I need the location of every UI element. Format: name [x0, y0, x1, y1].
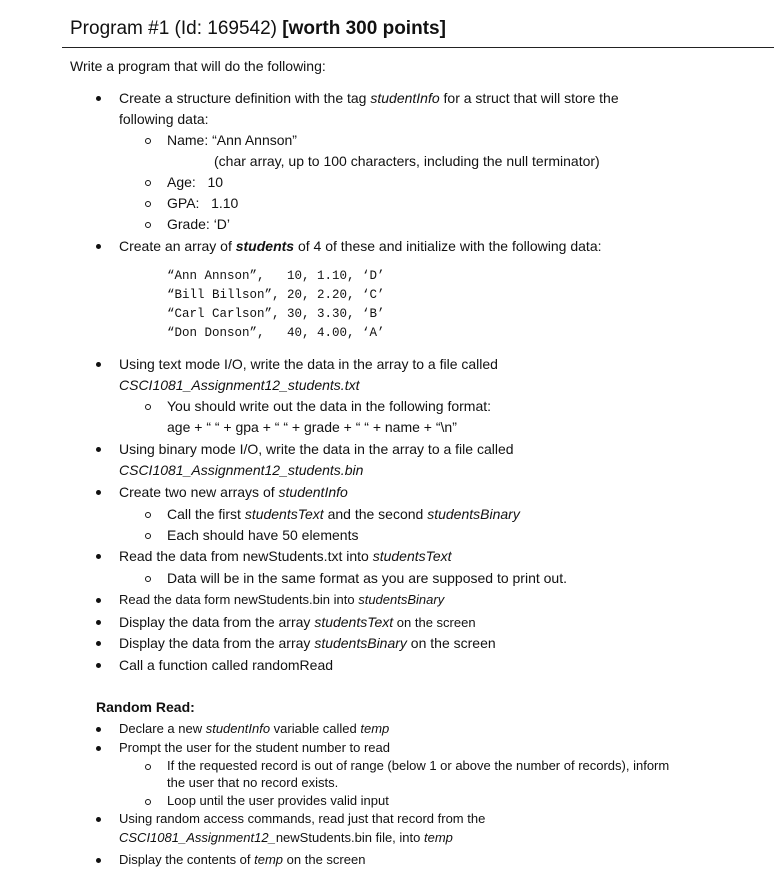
page-title: Program #1 (Id: 169542) [worth 300 points]	[70, 18, 446, 39]
bullet-display-binary: Display the data from the array studentsBinary on the screen	[119, 635, 496, 651]
code-line: “Bill Billson”, 20, 2.20, ‘C’	[167, 288, 385, 302]
bullet-icon	[96, 554, 101, 559]
sub-bullet-icon	[145, 201, 151, 207]
bullet-struct: Create a structure definition with the tag studentInfo for a struct that will store the	[119, 90, 619, 106]
bullet-icon	[96, 598, 101, 603]
bullet-prompt: Prompt the user for the student number to read	[119, 740, 390, 755]
sub-bullet-icon	[145, 512, 151, 518]
field-name-note: (char array, up to 100 characters, including the null terminator)	[214, 153, 600, 169]
field-name: Name: “Ann Annson”	[167, 132, 297, 148]
bullet-icon	[96, 244, 101, 249]
range-check-line2: the user that no record exists.	[167, 775, 339, 790]
sub-bullet-icon	[145, 138, 151, 144]
bullet-binary-io: Using binary mode I/O, write the data in the array to a file called	[119, 441, 514, 457]
bullet-icon	[96, 641, 101, 646]
sub-bullet-icon	[145, 764, 151, 770]
sub-bullet-icon	[145, 799, 151, 805]
bullet-icon	[96, 746, 101, 751]
bullet-icon	[96, 490, 101, 495]
bullet-new-arrays: Create two new arrays of studentInfo	[119, 484, 348, 500]
bullet-struct-line2: following data:	[119, 111, 209, 127]
sub-bullet-icon	[145, 576, 151, 582]
read-format-note: Data will be in the same format as you are supposed to print out.	[167, 570, 567, 586]
bullet-icon	[96, 362, 101, 367]
bullet-icon	[96, 663, 101, 668]
bullet-icon	[96, 96, 101, 101]
text-file-name: CSCI1081_Assignment12_students.txt	[119, 377, 360, 393]
random-read-heading: Random Read:	[96, 699, 195, 715]
bullet-icon	[96, 817, 101, 822]
bullet-random-read: Call a function called randomRead	[119, 657, 334, 673]
bullet-random-access: Using random access commands, read just that record from the	[119, 811, 486, 826]
binary-file-name: CSCI1081_Assignment12_students.bin	[119, 462, 364, 478]
bullet-icon	[96, 620, 101, 625]
sub-bullet-icon	[145, 404, 151, 410]
sub-bullet-icon	[145, 222, 151, 228]
range-check: If the requested record is out of range (below 1 or above the number of records), inform	[167, 758, 670, 773]
bullet-display-text: Display the data from the array studentsText on the screen	[119, 614, 476, 630]
format-expression: age + “ “ + gpa + “ “ + grade + “ “ + name + “\n”	[167, 419, 457, 435]
bullet-read-binary: Read the data form newStudents.bin into studentsBinary	[119, 592, 445, 607]
intro-text: Write a program that will do the following:	[70, 58, 326, 74]
bullet-declare-temp: Declare a new studentInfo variable called temp	[119, 721, 390, 736]
bullet-icon	[96, 858, 101, 863]
code-line: “Ann Annson”, 10, 1.10, ‘D’	[167, 269, 385, 283]
bullet-array: Create an array of students of 4 of these and initialize with the following data:	[119, 238, 602, 254]
array-names: Call the first studentsText and the second studentsBinary	[167, 506, 520, 522]
loop-note: Loop until the user provides valid input	[167, 793, 389, 808]
field-gpa: GPA: 1.10	[167, 195, 239, 211]
random-file-name: CSCI1081_Assignment12_newStudents.bin file, into temp	[119, 830, 453, 845]
bullet-display-temp: Display the contents of temp on the screen	[119, 852, 366, 867]
sub-bullet-icon	[145, 180, 151, 186]
code-line: “Carl Carlson”, 30, 3.30, ‘B’	[167, 307, 385, 321]
field-age: Age: 10	[167, 174, 224, 190]
bullet-icon	[96, 447, 101, 452]
bullet-text-io: Using text mode I/O, write the data in the array to a file called	[119, 356, 498, 372]
field-grade: Grade: ‘D’	[167, 216, 231, 232]
code-line: “Don Donson”, 40, 4.00, ‘A’	[167, 326, 385, 340]
format-instruction: You should write out the data in the following format:	[167, 398, 492, 414]
title-divider	[62, 47, 774, 48]
bullet-read-text: Read the data from newStudents.txt into studentsText	[119, 548, 452, 564]
array-size: Each should have 50 elements	[167, 527, 359, 543]
bullet-icon	[96, 727, 101, 732]
sub-bullet-icon	[145, 533, 151, 539]
